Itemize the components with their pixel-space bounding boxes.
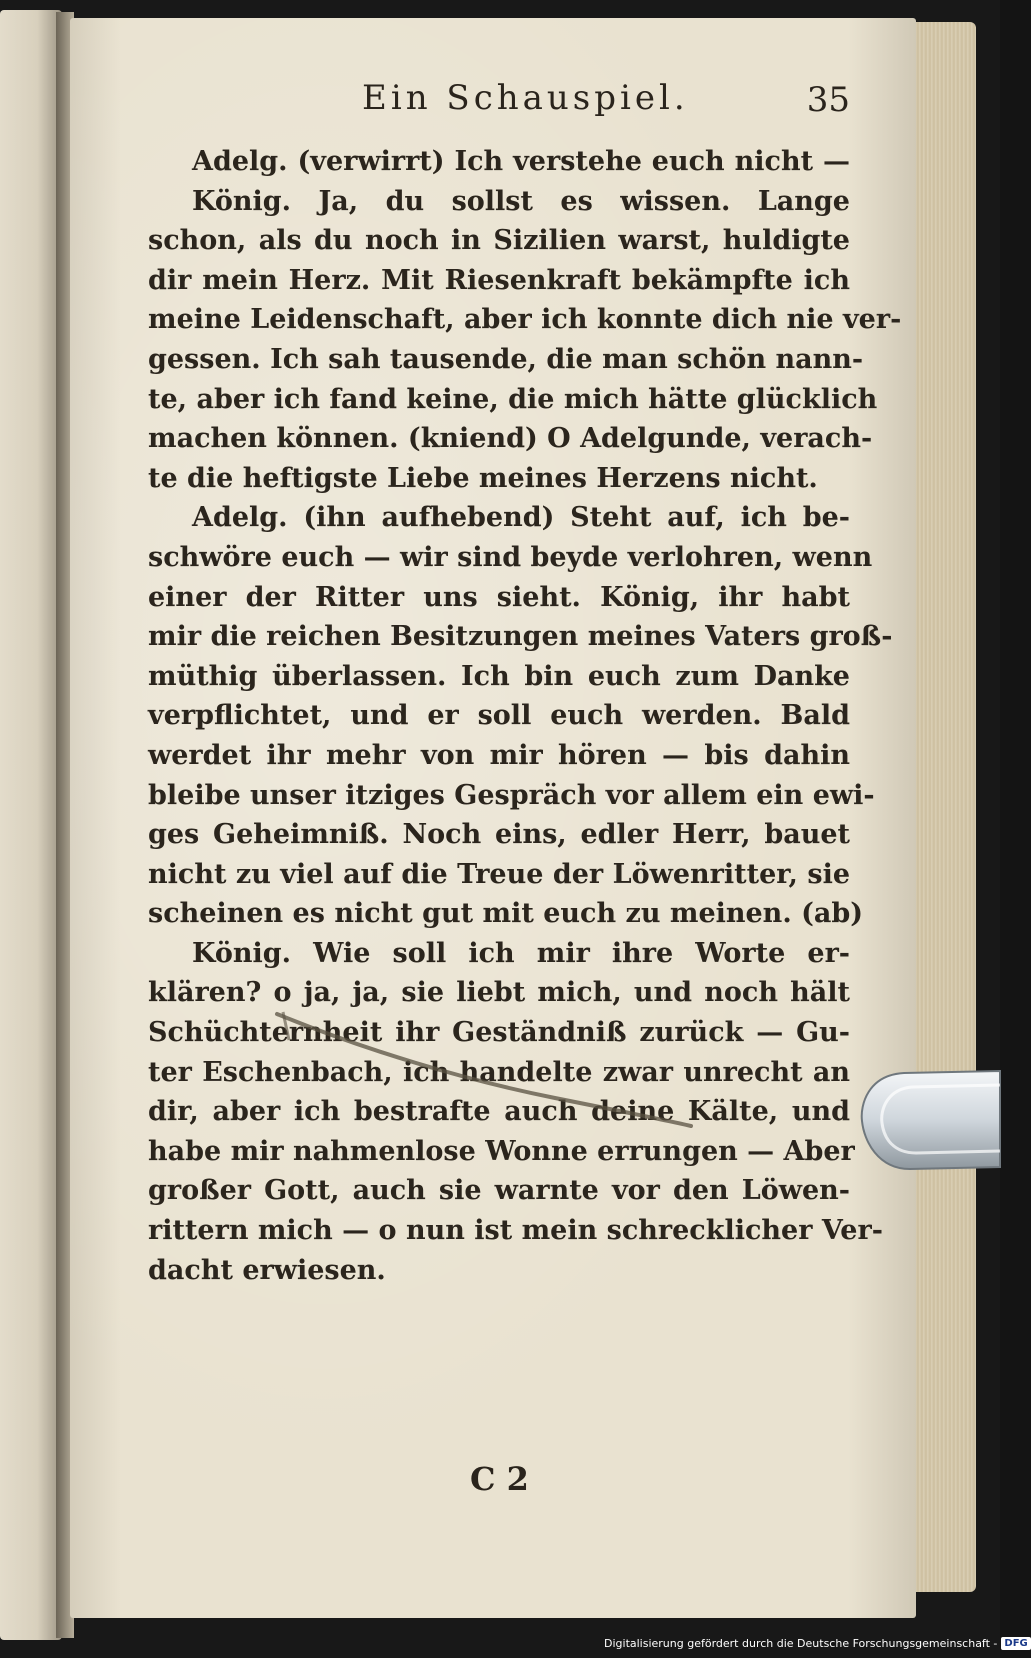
text-line: te, aber ich fand keine, die mich hätte glücklich [148, 383, 878, 415]
text-line: habe mir nahmenlose Wonne errungen — Aber [148, 1135, 855, 1167]
text-line: schon, als du noch in Sizilien warst, huldigte [148, 225, 850, 257]
text-line: Adelg. (ihn aufhebend) Steht auf, ich be- [192, 502, 850, 534]
text-line: gessen. Ich sah tausende, die man schön nann- [148, 343, 864, 375]
text-line: ter Eschenbach, ich handelte zwar unrecht an [148, 1056, 850, 1088]
digitization-credit [604, 1636, 1028, 1654]
text-line: dir mein Herz. Mit Riesenkraft bekämpfte ich [148, 264, 850, 296]
pencil-strikethrough-mark [275, 1010, 695, 1130]
left-page-edge [0, 10, 62, 1640]
running-head-title: Ein Schauspiel. [362, 78, 689, 118]
text-line: te die heftigste Liebe meines Herzens nicht. [148, 462, 818, 494]
text-line: ges Geheimniß. Noch eins, edler Herr, bauet [148, 819, 850, 851]
text-line: einer der Ritter uns sieht. König, ihr habt [148, 581, 850, 613]
text-line: scheinen es nicht gut mit euch zu meinen. (ab) [148, 898, 864, 930]
text-line: machen können. (kniend) O Adelgunde, verach- [148, 423, 873, 455]
text-line: König. Wie soll ich mir ihre Worte er- [192, 937, 850, 969]
page-fore-edge [912, 22, 976, 1592]
signature-mark: C 2 [470, 1460, 529, 1498]
text-line: schwöre euch — wir sind beyde verlohren, wenn [148, 541, 873, 573]
text-line: Adelg. (verwirrt) Ich verstehe euch nicht — [192, 146, 850, 177]
text-line: meine Leidenschaft, aber ich konnte dich nie ver- [148, 304, 902, 336]
page-clip-icon [858, 1065, 1000, 1177]
credit-text: Digitalisierung gefördert durch die Deutsche Forschungsgemeinschaft - [604, 1636, 998, 1650]
text-line: Schüchternheit ihr Geständniß zurück — Gu- [148, 1017, 850, 1049]
text-line: klären? o ja, ja, sie liebt mich, und noch hält [148, 977, 850, 1009]
page-number: 35 [806, 80, 850, 120]
text-line: großer Gott, auch sie warnte vor den Löwen- [148, 1175, 850, 1207]
text-line: nicht zu viel auf die Treue der Löwenritter, sie [148, 858, 850, 890]
text-line: König. Ja, du sollst es wissen. Lange [192, 185, 850, 217]
text-line: dacht erwiesen. [148, 1254, 386, 1286]
text-line: bleibe unser itziges Gespräch vor allem ein ewi- [148, 779, 875, 811]
text-line: müthig überlassen. Ich bin euch zum Danke [148, 660, 850, 692]
text-line: verpflichtet, und er soll euch werden. Bald [148, 700, 850, 732]
dfg-logo: DFG [1001, 1637, 1030, 1650]
text-line: dir, aber ich bestrafte auch deine Kälte, und [148, 1096, 850, 1128]
text-line: mir die reichen Besitzungen meines Vaters groß- [148, 621, 893, 653]
text-line: rittern mich — o nun ist mein schrecklicher Ver- [148, 1215, 883, 1247]
text-line: werdet ihr mehr von mir hören — bis dahin [148, 739, 850, 771]
running-head [150, 78, 850, 126]
